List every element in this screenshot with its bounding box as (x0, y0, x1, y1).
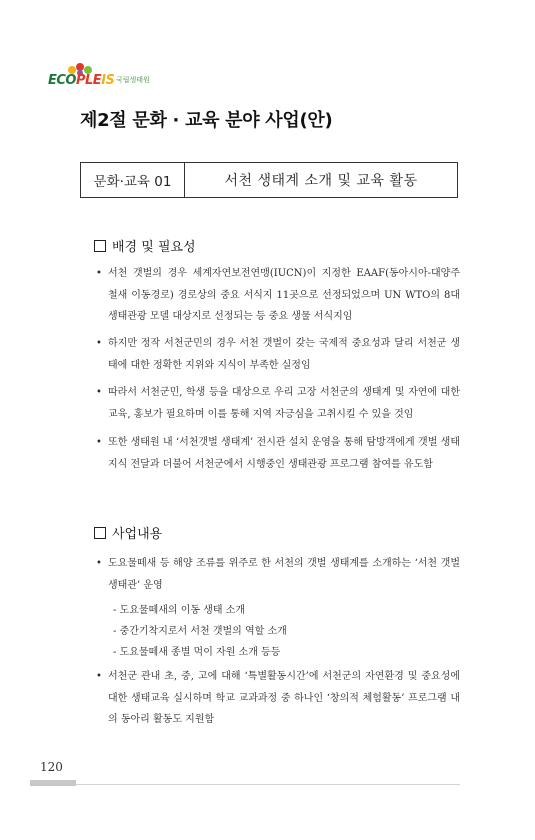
checkbox-square-icon (94, 240, 106, 252)
chapter-title: 제2절 문화 · 교육 분야 사업(안) (80, 110, 333, 131)
page-number: 120 (40, 760, 63, 774)
checkbox-square-icon (94, 527, 106, 539)
footer-divider (76, 784, 460, 785)
bullet-icon: • (96, 268, 102, 279)
sub-list-item: - 중간기착지로서 서천 갯벌의 역할 소개 (113, 626, 287, 637)
bullet-icon: • (96, 558, 102, 569)
bullet-icon: • (96, 437, 102, 448)
sub-list-item: - 도요물떼새의 이동 생태 소개 (113, 605, 246, 616)
project-title: 서천 생태계 소개 및 교육 활동 (224, 173, 418, 189)
logo-wordmark: ECOPLEIS (48, 73, 115, 88)
list-item: • 또한 생태원 내 ‘서천갯벌 생태계’ 전시관 설치 운영을 통해 탐방객에게 갯벌 생태 지식 전달과 더불어 서천군에서 시행중인 생태관광 프로그램 참여를 유도함 (108, 432, 460, 475)
list-item: • 하지만 정작 서천군민의 경우 서천 갯벌이 갖는 국제적 중요성과 달리 서천군 생태에 대한 정확한 지위와 지식이 부족한 실정임 (108, 333, 460, 376)
bullet-icon: • (96, 671, 102, 682)
list-item: • 도요물떼새 등 해양 조류를 위주로 한 서천의 갯벌 생태계를 소개하는 ‘서천 갯벌 생태관’ 운영 (108, 553, 460, 596)
section-heading-content: 사업내용 (94, 523, 162, 542)
project-code: 문화·교육 01 (81, 163, 185, 197)
list-item: • 서천 갯벌의 경우 세계자연보전연맹(IUCN)이 지정한 EAAF(동아시아-대양주 철새 이동경로) 경로상의 중요 서식지 11곳으로 선정되었으며 UN WTO의 8대 생태관광 모델 대상지로 선정되는 등 중요 생물 서식지임 (108, 263, 460, 328)
bullet-icon: • (96, 338, 102, 349)
list-item: • 따라서 서천군민, 학생 등을 대상으로 우리 고장 서천군의 생태계 및 자연에 대한 교육, 홍보가 필요하며 이를 통해 지역 자긍심을 고취시킬 수 있을 것임 (108, 382, 460, 425)
footer-bar (30, 780, 76, 786)
sub-list-item: - 도요물떼새 종별 먹이 자원 소개 등등 (113, 647, 281, 658)
project-title-box (80, 162, 458, 198)
list-item: • 서천군 관내 초, 중, 고에 대해 ‘특별활동시간’에 서천군의 자연환경 및 중요성에 대한 생태교육 실시하며 학교 교과과정 중 하나인 ‘창의적 체험활동’ 프로그램 내의 동아리 활동도 지원함 (108, 666, 460, 731)
bullet-icon: • (96, 387, 102, 398)
ecopleis-logo (44, 62, 154, 98)
section-heading-background: 배경 및 필요성 (94, 236, 196, 255)
logo-subtitle: 국립생태원 (116, 76, 150, 84)
